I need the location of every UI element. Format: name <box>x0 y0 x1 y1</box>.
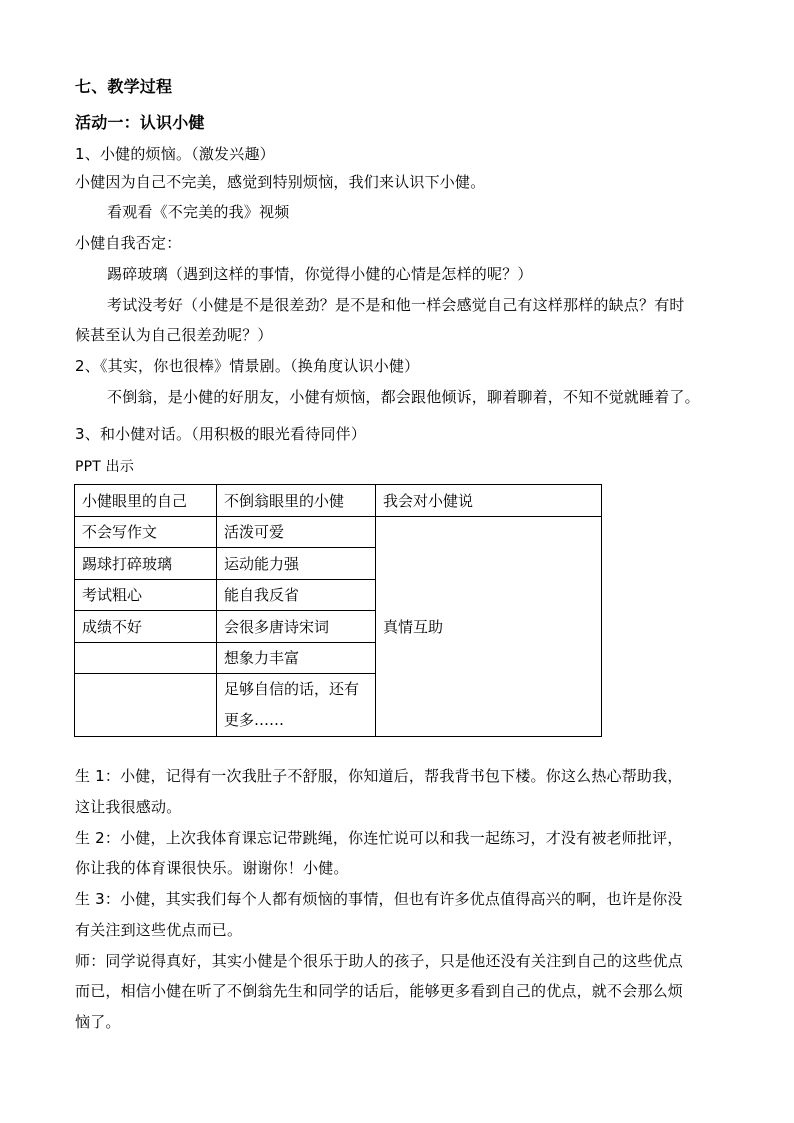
table-cell: 会很多唐诗宋词 <box>217 611 376 643</box>
paragraph-5: 踢碎玻璃（遇到这样的事情，你觉得小健的心情是怎样的呢？） <box>107 265 533 283</box>
paragraph-4: 小健自我否定： <box>75 234 182 252</box>
dialogue-s3b: 有关注到这些优点而已。 <box>75 921 243 939</box>
dialogue-s2b: 你让我的体育课很快乐。谢谢你！小健。 <box>75 859 349 877</box>
dialogue-t1c: 恼了。 <box>75 1013 121 1031</box>
table-cell <box>75 674 217 737</box>
table-row <box>75 516 602 548</box>
paragraph-6b: 候甚至认为自己很差劲呢？） <box>75 326 273 344</box>
table-cell: 运动能力强 <box>217 548 376 580</box>
paragraph-6a: 考试没考好（小健是不是很差劲？是不是和他一样会感觉自己有这样那样的缺点？有时 <box>107 296 685 314</box>
dialogue-t1b: 而已，相信小健在听了不倒翁先生和同学的话后，能够更多看到自己的优点，就不会那么烦 <box>75 982 684 1000</box>
section-title: 七、教学过程 <box>75 77 173 96</box>
table-cell-line: 更多…… <box>224 711 285 729</box>
paragraph-1: 1、小健的烦恼。（激发兴趣） <box>75 145 275 163</box>
table-header: 我会对小健说 <box>376 485 602 517</box>
comparison-table <box>74 484 602 737</box>
table-cell: 真情互助 <box>376 516 602 737</box>
table-cell: 活泼可爱 <box>217 516 376 548</box>
paragraph-3: 看观看《不完美的我》视频 <box>107 203 290 221</box>
table-cell: 想象力丰富 <box>217 642 376 674</box>
table-cell: 踢球打碎玻璃 <box>75 548 217 580</box>
paragraph-8: 不倒翁，是小健的好朋友，小健有烦恼，都会跟他倾诉，聊着聊着，不知不觉就睡着了。 <box>107 388 700 406</box>
paragraph-10: PPT 出示 <box>75 459 135 475</box>
dialogue-s1b: 这让我很感动。 <box>75 798 182 816</box>
activity-title: 活动一：认识小健 <box>75 113 205 132</box>
table-cell: 不会写作文 <box>75 516 217 548</box>
table-cell: 考试粗心 <box>75 579 217 611</box>
table-cell <box>217 674 376 737</box>
table-cell: 能自我反省 <box>217 579 376 611</box>
paragraph-2: 小健因为自己不完美，感觉到特别烦恼，我们来认识下小健。 <box>75 173 486 191</box>
dialogue-s2a: 生 2：小健，上次我体育课忘记带跳绳，你连忙说可以和我一起练习，才没有被老师批评， <box>75 829 683 847</box>
paragraph-7: 2、《其实，你也很棒》情景剧。（换角度认识小健） <box>75 357 420 375</box>
table-header: 小健眼里的自己 <box>75 485 217 517</box>
paragraph-9: 3、和小健对话。（用积极的眼光看待同伴） <box>75 425 367 443</box>
table-cell-line: 足够自信的话，还有 <box>224 680 360 698</box>
dialogue-s3a: 生 3：小健，其实我们每个人都有烦恼的事情，但也有许多优点值得高兴的啊，也许是你没 <box>75 890 683 908</box>
table-header-row <box>75 485 602 517</box>
dialogue-s1a: 生 1：小健，记得有一次我肚子不舒服，你知道后，帮我背书包下楼。你这么热心帮助我， <box>75 767 683 785</box>
dialogue-t1a: 师：同学说得真好，其实小健是个很乐于助人的孩子，只是他还没有关注到自己的这些优点 <box>75 952 684 970</box>
table-header: 不倒翁眼里的小健 <box>217 485 376 517</box>
table-cell <box>75 642 217 674</box>
table-cell: 成绩不好 <box>75 611 217 643</box>
